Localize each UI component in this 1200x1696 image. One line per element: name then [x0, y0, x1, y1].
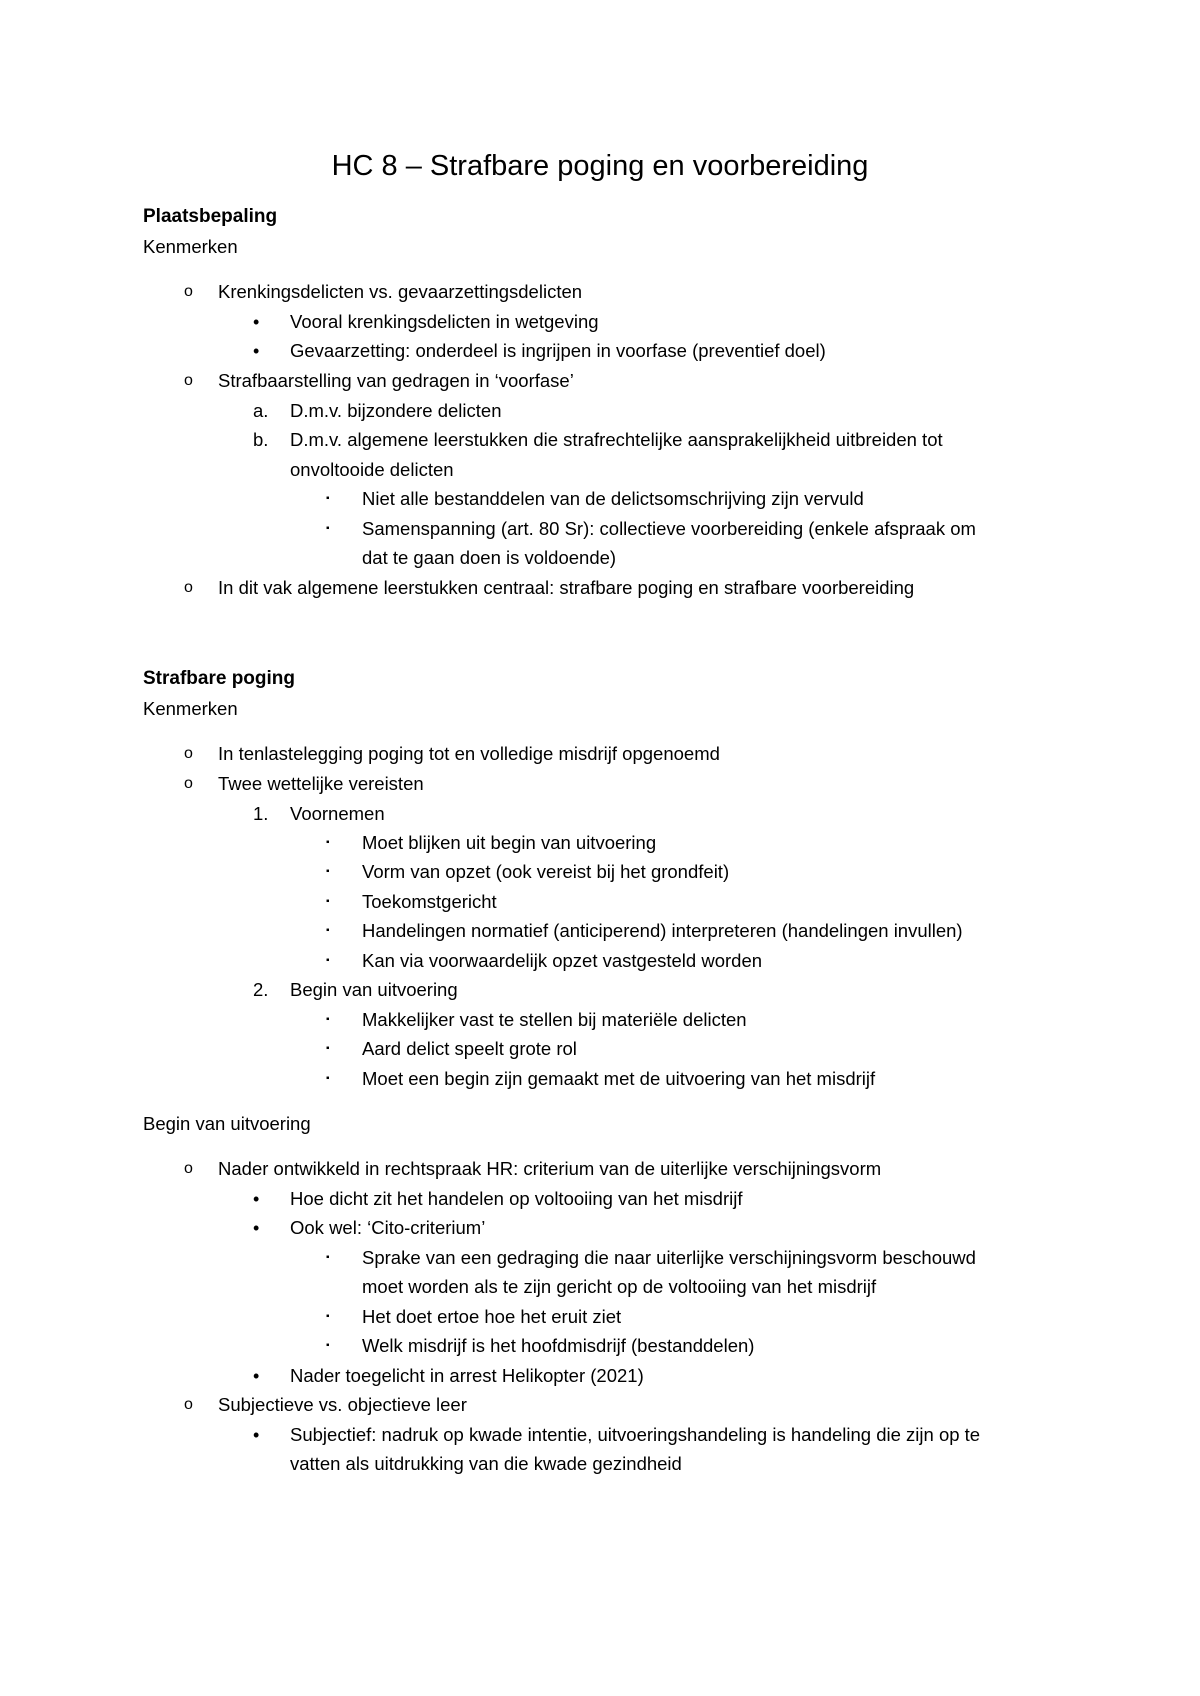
dot-bullet-icon: • — [253, 312, 260, 332]
list-item-text: Welk misdrijf is het hoofdmisdrijf (bestanddelen) — [362, 1335, 755, 1356]
square-bullet-icon: ▪ — [326, 1252, 330, 1263]
list-marker: a. — [253, 400, 269, 421]
square-bullet-icon: ▪ — [326, 925, 330, 936]
list-item-text: Niet alle bestanddelen van de delictsomschrijving zijn vervuld — [362, 488, 864, 509]
square-bullet-icon: ▪ — [326, 1311, 330, 1322]
list-item-text: Krenkingsdelicten vs. gevaarzettingsdelicten — [218, 281, 583, 302]
section-subheading: Kenmerken — [143, 698, 238, 719]
document-title: HC 8 – Strafbare poging en voorbereiding — [331, 150, 869, 182]
square-bullet-icon: ▪ — [326, 1043, 330, 1054]
list-item-text: D.m.v. bijzondere delicten — [290, 400, 502, 421]
circle-bullet-icon: o — [184, 745, 193, 762]
list-item-text: Nader ontwikkeld in rechtspraak HR: criterium van de uiterlijke verschijningsvorm — [218, 1158, 882, 1179]
square-bullet-icon: ▪ — [326, 866, 330, 877]
square-bullet-icon: ▪ — [326, 837, 330, 848]
list-item-text: Nader toegelicht in arrest Helikopter (2021) — [290, 1365, 644, 1386]
list-item-text: Subjectieve vs. objectieve leer — [218, 1394, 467, 1415]
circle-bullet-icon: o — [184, 1160, 193, 1177]
list-item-text: Handelingen normatief (anticiperend) interpreteren (handelingen invullen) — [362, 920, 963, 941]
section-heading: Plaatsbepaling — [143, 206, 278, 227]
list-marker: b. — [253, 429, 269, 450]
list-item-text: In dit vak algemene leerstukken centraal: strafbare poging en strafbare voorbereiding — [218, 577, 915, 598]
list-item-text: vatten als uitdrukking van die kwade gezindheid — [290, 1453, 682, 1474]
list-item-text: moet worden als te zijn gericht op de voltooiing van het misdrijf — [362, 1276, 877, 1297]
list-item-text: Kan via voorwaardelijk opzet vastgesteld worden — [362, 950, 763, 971]
list-item-text: Strafbaarstelling van gedragen in ‘voorfase’ — [218, 370, 574, 391]
list-item-text: onvoltooide delicten — [290, 459, 454, 480]
list-item-text: Hoe dicht zit het handelen op voltooiing van het misdrijf — [290, 1188, 743, 1209]
list-item-text: Ook wel: ‘Cito-criterium’ — [290, 1217, 486, 1238]
square-bullet-icon: ▪ — [326, 493, 330, 504]
list-item-text: Begin van uitvoering — [290, 979, 458, 1000]
list-item-text: Vorm van opzet (ook vereist bij het grondfeit) — [362, 861, 730, 882]
list-item-text: Voornemen — [290, 803, 385, 824]
square-bullet-icon: ▪ — [326, 523, 330, 534]
square-bullet-icon: ▪ — [326, 1340, 330, 1351]
square-bullet-icon: ▪ — [326, 1073, 330, 1084]
circle-bullet-icon: o — [184, 579, 193, 596]
list-item-text: Sprake van een gedraging die naar uiterlijke verschijningsvorm beschouwd — [362, 1247, 976, 1268]
square-bullet-icon: ▪ — [326, 1014, 330, 1025]
square-bullet-icon: ▪ — [326, 955, 330, 966]
list-item-text: Makkelijker vast te stellen bij materiële delicten — [362, 1009, 747, 1030]
list-item-text: D.m.v. algemene leerstukken die strafrechtelijke aansprakelijkheid uitbreiden tot — [290, 429, 943, 450]
dot-bullet-icon: • — [253, 1189, 260, 1209]
list-item-text: Vooral krenkingsdelicten in wetgeving — [290, 311, 599, 332]
list-item-text: Toekomstgericht — [362, 891, 497, 912]
section-heading: Strafbare poging — [143, 668, 296, 689]
dot-bullet-icon: • — [253, 1366, 260, 1386]
list-marker: 1. — [253, 803, 269, 824]
list-item-text: Twee wettelijke vereisten — [218, 773, 424, 794]
list-item-text: Moet een begin zijn gemaakt met de uitvoering van het misdrijf — [362, 1068, 876, 1089]
list-item-text: Moet blijken uit begin van uitvoering — [362, 832, 657, 853]
list-item-text: Subjectief: nadruk op kwade intentie, uitvoeringshandeling is handeling die zijn op te — [290, 1424, 981, 1445]
circle-bullet-icon: o — [184, 283, 193, 300]
list-item-text: In tenlastelegging poging tot en volledige misdrijf opgenoemd — [218, 743, 720, 764]
circle-bullet-icon: o — [184, 372, 193, 389]
square-bullet-icon: ▪ — [326, 896, 330, 907]
dot-bullet-icon: • — [253, 1218, 260, 1238]
list-item-text: Het doet ertoe hoe het eruit ziet — [362, 1306, 622, 1327]
list-item-text: dat te gaan doen is voldoende) — [362, 547, 617, 568]
circle-bullet-icon: o — [184, 1396, 193, 1413]
list-item-text: Aard delict speelt grote rol — [362, 1038, 577, 1059]
section-subheading: Kenmerken — [143, 236, 238, 257]
section-subheading: Begin van uitvoering — [143, 1113, 311, 1134]
dot-bullet-icon: • — [253, 341, 260, 361]
list-item-text: Gevaarzetting: onderdeel is ingrijpen in voorfase (preventief doel) — [290, 340, 826, 361]
list-item-text: Samenspanning (art. 80 Sr): collectieve voorbereiding (enkele afspraak om — [362, 518, 976, 539]
list-marker: 2. — [253, 979, 269, 1000]
circle-bullet-icon: o — [184, 775, 193, 792]
dot-bullet-icon: • — [253, 1425, 260, 1445]
